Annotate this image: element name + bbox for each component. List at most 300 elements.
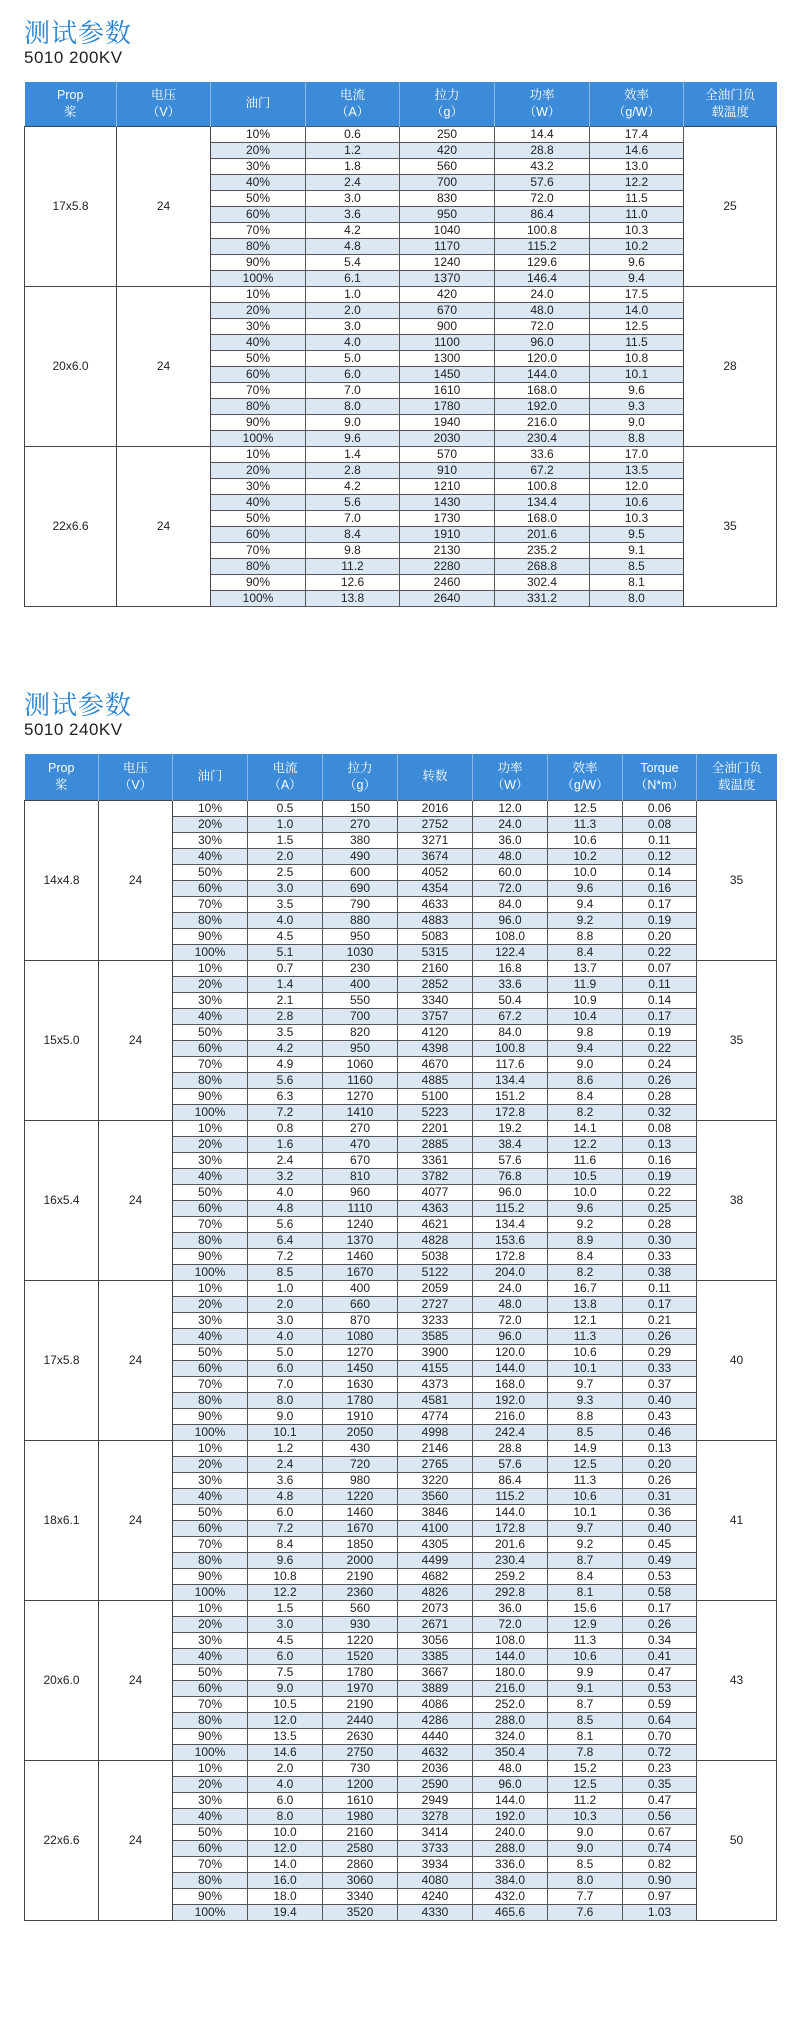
section-subtitle: 5010 240KV bbox=[24, 720, 123, 739]
value-cell: 13.5 bbox=[590, 462, 684, 478]
throttle-cell: 60% bbox=[173, 1520, 248, 1536]
throttle-cell: 50% bbox=[173, 1344, 248, 1360]
value-cell: 172.8 bbox=[473, 1104, 548, 1120]
value-cell: 9.2 bbox=[548, 912, 623, 928]
value-cell: 9.6 bbox=[548, 880, 623, 896]
throttle-cell: 100% bbox=[173, 1584, 248, 1600]
value-cell: 4581 bbox=[398, 1392, 473, 1408]
value-cell: 1.5 bbox=[248, 832, 323, 848]
value-cell: 0.17 bbox=[623, 1296, 697, 1312]
value-cell: 9.1 bbox=[590, 542, 684, 558]
value-cell: 0.11 bbox=[623, 832, 697, 848]
value-cell: 4.9 bbox=[248, 1056, 323, 1072]
full-throttle-temp-cell: 50 bbox=[697, 1760, 777, 1920]
value-cell: 9.0 bbox=[548, 1056, 623, 1072]
value-cell: 9.7 bbox=[548, 1520, 623, 1536]
value-cell: 230 bbox=[323, 960, 398, 976]
value-cell: 10.3 bbox=[590, 222, 684, 238]
value-cell: 9.6 bbox=[306, 430, 400, 446]
value-cell: 5315 bbox=[398, 944, 473, 960]
value-cell: 2.0 bbox=[248, 1296, 323, 1312]
throttle-cell: 100% bbox=[211, 270, 306, 286]
throttle-cell: 70% bbox=[173, 1216, 248, 1232]
value-cell: 550 bbox=[323, 992, 398, 1008]
throttle-cell: 80% bbox=[211, 238, 306, 254]
value-cell: 12.2 bbox=[590, 174, 684, 190]
value-cell: 0.20 bbox=[623, 1456, 697, 1472]
value-cell: 9.0 bbox=[548, 1824, 623, 1840]
value-cell: 4077 bbox=[398, 1184, 473, 1200]
value-cell: 8.5 bbox=[548, 1424, 623, 1440]
column-header-line: 电压 bbox=[122, 760, 148, 775]
value-cell: 2059 bbox=[398, 1280, 473, 1296]
value-cell: 820 bbox=[323, 1024, 398, 1040]
value-cell: 5038 bbox=[398, 1248, 473, 1264]
value-cell: 0.41 bbox=[623, 1648, 697, 1664]
throttle-cell: 80% bbox=[173, 912, 248, 928]
value-cell: 8.5 bbox=[248, 1264, 323, 1280]
value-cell: 0.59 bbox=[623, 1696, 697, 1712]
value-cell: 72.0 bbox=[495, 190, 590, 206]
value-cell: 10.3 bbox=[590, 510, 684, 526]
value-cell: 100.8 bbox=[495, 222, 590, 238]
value-cell: 8.4 bbox=[548, 1568, 623, 1584]
value-cell: 13.8 bbox=[548, 1296, 623, 1312]
value-cell: 1.0 bbox=[306, 286, 400, 302]
value-cell: 2.4 bbox=[248, 1456, 323, 1472]
value-cell: 10.6 bbox=[548, 1488, 623, 1504]
value-cell: 9.7 bbox=[548, 1376, 623, 1392]
value-cell: 384.0 bbox=[473, 1872, 548, 1888]
value-cell: 168.0 bbox=[495, 510, 590, 526]
value-cell: 0.35 bbox=[623, 1776, 697, 1792]
value-cell: 3560 bbox=[398, 1488, 473, 1504]
value-cell: 9.2 bbox=[548, 1536, 623, 1552]
value-cell: 0.21 bbox=[623, 1312, 697, 1328]
value-cell: 8.7 bbox=[548, 1552, 623, 1568]
throttle-cell: 50% bbox=[173, 1824, 248, 1840]
throttle-cell: 30% bbox=[211, 158, 306, 174]
value-cell: 5.6 bbox=[306, 494, 400, 510]
value-cell: 12.0 bbox=[248, 1712, 323, 1728]
value-cell: 15.6 bbox=[548, 1600, 623, 1616]
throttle-cell: 80% bbox=[173, 1552, 248, 1568]
value-cell: 14.0 bbox=[590, 302, 684, 318]
value-cell: 172.8 bbox=[473, 1520, 548, 1536]
value-cell: 3520 bbox=[323, 1904, 398, 1920]
value-cell: 1080 bbox=[323, 1328, 398, 1344]
value-cell: 8.0 bbox=[590, 590, 684, 606]
value-cell: 1060 bbox=[323, 1056, 398, 1072]
value-cell: 7.8 bbox=[548, 1744, 623, 1760]
throttle-cell: 70% bbox=[211, 222, 306, 238]
value-cell: 38.4 bbox=[473, 1136, 548, 1152]
value-cell: 4.0 bbox=[248, 912, 323, 928]
value-cell: 12.5 bbox=[548, 800, 623, 816]
value-cell: 0.14 bbox=[623, 864, 697, 880]
throttle-cell: 60% bbox=[173, 880, 248, 896]
value-cell: 1240 bbox=[323, 1216, 398, 1232]
value-cell: 2590 bbox=[398, 1776, 473, 1792]
value-cell: 8.9 bbox=[548, 1232, 623, 1248]
value-cell: 9.0 bbox=[548, 1840, 623, 1856]
column-header-line: 全油门负 bbox=[705, 87, 756, 102]
value-cell: 0.19 bbox=[623, 1168, 697, 1184]
full-throttle-temp-cell: 40 bbox=[697, 1280, 777, 1440]
column-header bbox=[398, 754, 473, 800]
value-cell: 870 bbox=[323, 1312, 398, 1328]
value-cell: 4621 bbox=[398, 1216, 473, 1232]
value-cell: 10.4 bbox=[548, 1008, 623, 1024]
value-cell: 2201 bbox=[398, 1120, 473, 1136]
value-cell: 3414 bbox=[398, 1824, 473, 1840]
value-cell: 600 bbox=[323, 864, 398, 880]
throttle-cell: 30% bbox=[173, 992, 248, 1008]
value-cell: 1110 bbox=[323, 1200, 398, 1216]
value-cell: 115.2 bbox=[495, 238, 590, 254]
value-cell: 9.8 bbox=[548, 1024, 623, 1040]
value-cell: 0.34 bbox=[623, 1632, 697, 1648]
full-throttle-temp-cell: 28 bbox=[684, 286, 777, 446]
throttle-cell: 100% bbox=[173, 1744, 248, 1760]
value-cell: 10.2 bbox=[590, 238, 684, 254]
value-cell: 1730 bbox=[400, 510, 495, 526]
value-cell: 8.0 bbox=[248, 1392, 323, 1408]
value-cell: 4086 bbox=[398, 1696, 473, 1712]
column-header-line: 全油门负 bbox=[711, 760, 762, 775]
value-cell: 4.0 bbox=[248, 1776, 323, 1792]
value-cell: 50.4 bbox=[473, 992, 548, 1008]
value-cell: 8.5 bbox=[548, 1856, 623, 1872]
value-cell: 3060 bbox=[323, 1872, 398, 1888]
throttle-cell: 70% bbox=[173, 1856, 248, 1872]
value-cell: 1670 bbox=[323, 1520, 398, 1536]
value-cell: 420 bbox=[400, 142, 495, 158]
voltage-cell: 24 bbox=[99, 1440, 173, 1600]
value-cell: 9.0 bbox=[248, 1680, 323, 1696]
value-cell: 2765 bbox=[398, 1456, 473, 1472]
value-cell: 100.8 bbox=[473, 1040, 548, 1056]
value-cell: 14.1 bbox=[548, 1120, 623, 1136]
value-cell: 3271 bbox=[398, 832, 473, 848]
throttle-cell: 80% bbox=[211, 558, 306, 574]
value-cell: 3.6 bbox=[306, 206, 400, 222]
value-cell: 2.8 bbox=[248, 1008, 323, 1024]
prop-size-cell: 20x6.0 bbox=[25, 286, 117, 446]
value-cell: 84.0 bbox=[473, 1024, 548, 1040]
value-cell: 120.0 bbox=[495, 350, 590, 366]
value-cell: 4.5 bbox=[248, 1632, 323, 1648]
value-cell: 7.0 bbox=[248, 1376, 323, 1392]
value-cell: 3.6 bbox=[248, 1472, 323, 1488]
value-cell: 134.4 bbox=[473, 1072, 548, 1088]
column-header-line: 功率 bbox=[529, 87, 555, 102]
value-cell: 10.6 bbox=[548, 1344, 623, 1360]
value-cell: 14.9 bbox=[548, 1440, 623, 1456]
value-cell: 0.11 bbox=[623, 976, 697, 992]
prop-size-cell: 15x5.0 bbox=[25, 960, 99, 1120]
value-cell: 350.4 bbox=[473, 1744, 548, 1760]
value-cell: 3.0 bbox=[306, 318, 400, 334]
value-cell: 560 bbox=[323, 1600, 398, 1616]
value-cell: 3.0 bbox=[248, 1616, 323, 1632]
throttle-cell: 10% bbox=[211, 126, 306, 142]
value-cell: 153.6 bbox=[473, 1232, 548, 1248]
value-cell: 8.5 bbox=[548, 1712, 623, 1728]
value-cell: 180.0 bbox=[473, 1664, 548, 1680]
throttle-cell: 70% bbox=[173, 1696, 248, 1712]
value-cell: 8.4 bbox=[306, 526, 400, 542]
value-cell: 1160 bbox=[323, 1072, 398, 1088]
value-cell: 950 bbox=[400, 206, 495, 222]
table-row bbox=[25, 1440, 777, 1456]
value-cell: 1.03 bbox=[623, 1904, 697, 1920]
value-cell: 0.58 bbox=[623, 1584, 697, 1600]
value-cell: 33.6 bbox=[495, 446, 590, 462]
value-cell: 120.0 bbox=[473, 1344, 548, 1360]
value-cell: 10.1 bbox=[548, 1360, 623, 1376]
value-cell: 4774 bbox=[398, 1408, 473, 1424]
value-cell: 6.0 bbox=[306, 366, 400, 382]
throttle-cell: 20% bbox=[173, 976, 248, 992]
value-cell: 3361 bbox=[398, 1152, 473, 1168]
value-cell: 72.0 bbox=[473, 1312, 548, 1328]
value-cell: 2752 bbox=[398, 816, 473, 832]
throttle-cell: 50% bbox=[211, 350, 306, 366]
throttle-cell: 40% bbox=[211, 174, 306, 190]
prop-size-cell: 22x6.6 bbox=[25, 446, 117, 606]
value-cell: 12.2 bbox=[548, 1136, 623, 1152]
value-cell: 6.3 bbox=[248, 1088, 323, 1104]
value-cell: 670 bbox=[323, 1152, 398, 1168]
value-cell: 10.8 bbox=[248, 1568, 323, 1584]
voltage-cell: 24 bbox=[117, 286, 211, 446]
throttle-cell: 10% bbox=[173, 800, 248, 816]
column-header bbox=[173, 754, 248, 800]
value-cell: 1780 bbox=[323, 1664, 398, 1680]
value-cell: 12.5 bbox=[548, 1456, 623, 1472]
value-cell: 4885 bbox=[398, 1072, 473, 1088]
column-header bbox=[117, 82, 211, 126]
throttle-cell: 90% bbox=[173, 1088, 248, 1104]
throttle-cell: 70% bbox=[211, 542, 306, 558]
value-cell: 144.0 bbox=[473, 1360, 548, 1376]
value-cell: 0.31 bbox=[623, 1488, 697, 1504]
column-header-line: （V） bbox=[118, 777, 153, 792]
throttle-cell: 40% bbox=[173, 848, 248, 864]
value-cell: 700 bbox=[400, 174, 495, 190]
value-cell: 0.13 bbox=[623, 1136, 697, 1152]
throttle-cell: 60% bbox=[173, 1680, 248, 1696]
value-cell: 192.0 bbox=[495, 398, 590, 414]
value-cell: 0.17 bbox=[623, 896, 697, 912]
value-cell: 1270 bbox=[323, 1344, 398, 1360]
value-cell: 2036 bbox=[398, 1760, 473, 1776]
value-cell: 14.6 bbox=[248, 1744, 323, 1760]
value-cell: 16.8 bbox=[473, 960, 548, 976]
value-cell: 3.5 bbox=[248, 896, 323, 912]
value-cell: 0.7 bbox=[248, 960, 323, 976]
value-cell: 1520 bbox=[323, 1648, 398, 1664]
value-cell: 201.6 bbox=[495, 526, 590, 542]
value-cell: 9.6 bbox=[590, 254, 684, 270]
throttle-cell: 100% bbox=[173, 1264, 248, 1280]
value-cell: 1270 bbox=[323, 1088, 398, 1104]
throttle-cell: 80% bbox=[211, 398, 306, 414]
throttle-cell: 10% bbox=[173, 1440, 248, 1456]
value-cell: 16.7 bbox=[548, 1280, 623, 1296]
value-cell: 4080 bbox=[398, 1872, 473, 1888]
section-subtitle: 5010 200KV bbox=[24, 48, 123, 67]
value-cell: 2860 bbox=[323, 1856, 398, 1872]
value-cell: 5.0 bbox=[306, 350, 400, 366]
value-cell: 5223 bbox=[398, 1104, 473, 1120]
value-cell: 0.11 bbox=[623, 1280, 697, 1296]
value-cell: 96.0 bbox=[473, 1776, 548, 1792]
section-title: 测试参数 bbox=[24, 18, 133, 48]
value-cell: 6.0 bbox=[248, 1504, 323, 1520]
throttle-cell: 90% bbox=[173, 1248, 248, 1264]
value-cell: 10.3 bbox=[548, 1808, 623, 1824]
value-cell: 11.3 bbox=[548, 1472, 623, 1488]
value-cell: 9.6 bbox=[590, 382, 684, 398]
value-cell: 72.0 bbox=[495, 318, 590, 334]
full-throttle-temp-cell: 41 bbox=[697, 1440, 777, 1600]
value-cell: 4398 bbox=[398, 1040, 473, 1056]
value-cell: 8.1 bbox=[548, 1584, 623, 1600]
value-cell: 10.6 bbox=[590, 494, 684, 510]
test-params-table-240kv bbox=[24, 754, 777, 1921]
value-cell: 96.0 bbox=[473, 1184, 548, 1200]
throttle-cell: 10% bbox=[211, 446, 306, 462]
value-cell: 0.22 bbox=[623, 1040, 697, 1056]
value-cell: 192.0 bbox=[473, 1392, 548, 1408]
value-cell: 2073 bbox=[398, 1600, 473, 1616]
value-cell: 108.0 bbox=[473, 1632, 548, 1648]
prop-size-cell: 14x4.8 bbox=[25, 800, 99, 960]
value-cell: 302.4 bbox=[495, 574, 590, 590]
value-cell: 1450 bbox=[323, 1360, 398, 1376]
value-cell: 4998 bbox=[398, 1424, 473, 1440]
table-row bbox=[25, 1600, 777, 1616]
value-cell: 1780 bbox=[400, 398, 495, 414]
throttle-cell: 60% bbox=[173, 1360, 248, 1376]
value-cell: 1220 bbox=[323, 1632, 398, 1648]
value-cell: 910 bbox=[400, 462, 495, 478]
throttle-cell: 90% bbox=[173, 1888, 248, 1904]
throttle-cell: 60% bbox=[211, 366, 306, 382]
value-cell: 4.2 bbox=[248, 1040, 323, 1056]
value-cell: 9.2 bbox=[548, 1216, 623, 1232]
value-cell: 5.1 bbox=[248, 944, 323, 960]
value-cell: 0.64 bbox=[623, 1712, 697, 1728]
throttle-cell: 10% bbox=[211, 286, 306, 302]
value-cell: 730 bbox=[323, 1760, 398, 1776]
value-cell: 336.0 bbox=[473, 1856, 548, 1872]
value-cell: 134.4 bbox=[473, 1216, 548, 1232]
value-cell: 10.8 bbox=[590, 350, 684, 366]
value-cell: 2190 bbox=[323, 1696, 398, 1712]
value-cell: 4373 bbox=[398, 1376, 473, 1392]
value-cell: 0.20 bbox=[623, 928, 697, 944]
value-cell: 36.0 bbox=[473, 832, 548, 848]
value-cell: 3278 bbox=[398, 1808, 473, 1824]
value-cell: 60.0 bbox=[473, 864, 548, 880]
value-cell: 0.72 bbox=[623, 1744, 697, 1760]
value-cell: 3340 bbox=[323, 1888, 398, 1904]
table-row bbox=[25, 286, 777, 302]
value-cell: 0.25 bbox=[623, 1200, 697, 1216]
value-cell: 3233 bbox=[398, 1312, 473, 1328]
value-cell: 0.22 bbox=[623, 1184, 697, 1200]
table-row bbox=[25, 800, 777, 816]
value-cell: 43.2 bbox=[495, 158, 590, 174]
value-cell: 13.8 bbox=[306, 590, 400, 606]
value-cell: 0.74 bbox=[623, 1840, 697, 1856]
value-cell: 4.0 bbox=[248, 1328, 323, 1344]
value-cell: 4.2 bbox=[306, 478, 400, 494]
value-cell: 0.90 bbox=[623, 1872, 697, 1888]
value-cell: 9.4 bbox=[548, 1040, 623, 1056]
column-header-line: 载温度 bbox=[717, 777, 756, 792]
throttle-cell: 40% bbox=[173, 1648, 248, 1664]
throttle-cell: 30% bbox=[173, 1472, 248, 1488]
value-cell: 28.8 bbox=[495, 142, 590, 158]
value-cell: 690 bbox=[323, 880, 398, 896]
value-cell: 930 bbox=[323, 1616, 398, 1632]
column-header bbox=[590, 82, 684, 126]
value-cell: 1670 bbox=[323, 1264, 398, 1280]
value-cell: 2160 bbox=[323, 1824, 398, 1840]
value-cell: 4155 bbox=[398, 1360, 473, 1376]
value-cell: 3733 bbox=[398, 1840, 473, 1856]
value-cell: 2630 bbox=[323, 1728, 398, 1744]
value-cell: 0.46 bbox=[623, 1424, 697, 1440]
value-cell: 252.0 bbox=[473, 1696, 548, 1712]
column-header-line: 拉力 bbox=[347, 760, 373, 775]
value-cell: 6.0 bbox=[248, 1648, 323, 1664]
throttle-cell: 20% bbox=[211, 462, 306, 478]
section-5010-200kv bbox=[24, 18, 776, 607]
value-cell: 2.8 bbox=[306, 462, 400, 478]
value-cell: 16.0 bbox=[248, 1872, 323, 1888]
value-cell: 2280 bbox=[400, 558, 495, 574]
value-cell: 0.17 bbox=[623, 1600, 697, 1616]
value-cell: 13.7 bbox=[548, 960, 623, 976]
value-cell: 2852 bbox=[398, 976, 473, 992]
value-cell: 1170 bbox=[400, 238, 495, 254]
column-header-line: （A） bbox=[268, 777, 302, 792]
value-cell: 11.2 bbox=[548, 1792, 623, 1808]
full-throttle-temp-cell: 35 bbox=[684, 446, 777, 606]
value-cell: 144.0 bbox=[473, 1504, 548, 1520]
column-header bbox=[697, 754, 777, 800]
value-cell: 810 bbox=[323, 1168, 398, 1184]
value-cell: 259.2 bbox=[473, 1568, 548, 1584]
value-cell: 240.0 bbox=[473, 1824, 548, 1840]
value-cell: 4633 bbox=[398, 896, 473, 912]
value-cell: 9.4 bbox=[590, 270, 684, 286]
value-cell: 13.0 bbox=[590, 158, 684, 174]
value-cell: 36.0 bbox=[473, 1600, 548, 1616]
value-cell: 3667 bbox=[398, 1664, 473, 1680]
throttle-cell: 20% bbox=[173, 816, 248, 832]
throttle-cell: 10% bbox=[173, 1760, 248, 1776]
value-cell: 57.6 bbox=[473, 1456, 548, 1472]
value-cell: 0.28 bbox=[623, 1216, 697, 1232]
value-cell: 0.08 bbox=[623, 816, 697, 832]
value-cell: 9.6 bbox=[248, 1552, 323, 1568]
